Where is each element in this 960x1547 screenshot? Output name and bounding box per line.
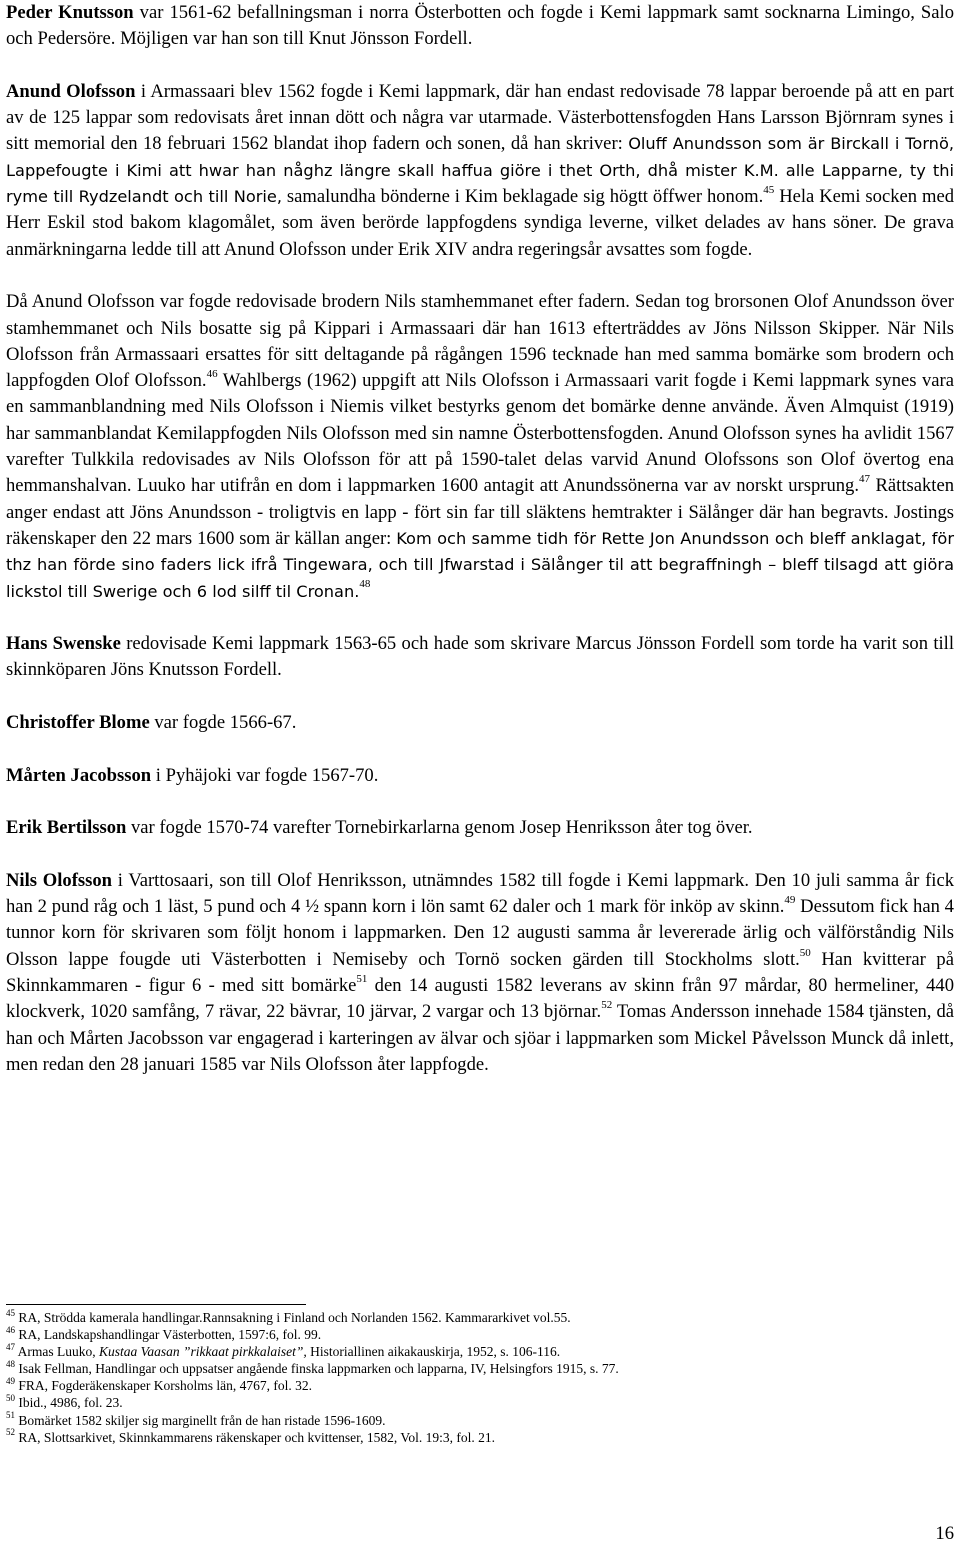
paragraph [6,79,954,263]
italic-title: Kustaa Vaasan ”rikkaat pirkkalaiset”, [99,1344,307,1360]
footnotes [6,1304,946,1446]
text-run: redovisade Kemi lappmark 1563-65 och hade som skrivare Marcus Jönsson Fordell som torde ha varit son till skinnköparen Jöns Knutsson Fordell. [6,633,954,681]
text-run: Isak Fellman, Handlingar och uppsatser angående finska lappmarken och lapparna, IV, Helsingfors 1915, s. 77. [18,1361,619,1377]
paragraph [6,710,954,736]
text-run: Wahlbergs (1962) uppgift att Nils Olofsson i Armassaari varit fogde i Kemi lappmark synes vara en sammanblandning med Nils Olofsson i Niemis vilket bestyrks genom det bomärke denne använde. Även Almquist (1919) har sammanblandat Kemilappfogden Nils Olofsson med sin namne Österbottensfogden. Anund Olofsson synes ha avlidit 1567 varefter Tulkkila redovisades av Nils Olofsson för att på 1590-talet delas varvid Anund Olofssons son Olof övertog ena hemmanshalvan. Luuko har utifrån en dom i lappmarken 1600 antagit att Anundssönerna var av norskt ursprung. [6,370,955,497]
paragraph [6,289,954,605]
text-run: Bomärket 1582 skiljer sig marginellt från de han ristade 1596-1609. [18,1412,386,1428]
text-run: var 1561-62 befallningsman i norra Österbotten och fogde i Kemi lappmark samt socknarna Limingo, Salo och Pedersöre. Möjligen var han son till Knut Jönsson Fordell. [6,2,954,50]
footnote-number: 50 [6,1392,15,1403]
footnote-number: 48 [6,1358,15,1369]
text-run: i Armassaari blev 1562 fogde i Kemi lappmark, där han endast redovisade 78 lappar beroende på att en part av de 125 lappar som redovisats året innan dött och några var utarmade. Västerbottensfogden Hans Larsson Björnram synes i sitt memorial den 18 februari 1562 blandat ihop fadern och sonen, då han skriver: [6,80,954,155]
text-run: RA, Strödda kamerala handlingar.Rannsakning i Finland och Norlanden 1562. Kammararkivet vol.55. [18,1310,571,1325]
footnote-number: 49 [6,1375,15,1386]
paragraph [6,631,954,684]
footnote-number: 47 [6,1341,15,1352]
footnote-ref: 49 [784,893,796,906]
footnote [6,1309,946,1326]
footnote [6,1343,946,1360]
footnote [6,1360,946,1377]
text-run: samalundha bönderne i Kim beklagade sig högtt öffwer honom. [282,186,764,208]
paragraph [6,815,954,841]
text-run: Tomas Andersson innehade 1584 tjänsten, då han och Mårten Jacobsson var engagerad i karteringen av älvar och sjöar i lappmarken som Mickel Påvelsson Munck då inlett, men redan den 28 januari 1585 var Nils Olofsson åter lappfogde. [6,1001,954,1075]
text-run: den 14 augusti 1582 leverans av skinn från 97 mårdar, 80 hermeliner, 440 klockverk, 1020 samfång, 7 rävar, 22 bävrar, 10 järvar, 2 vargar och 13 björnar. [6,974,954,1023]
body-text [6,0,954,1078]
text-run: FRA, Fogderäkenskaper Korsholms län, 4767, fol. 32. [18,1378,312,1394]
text-run: Armas Luuko, [17,1344,100,1360]
text-run: var fogde 1570-74 varefter Tornebirkarlarna genom Josep Henriksson åter tog över. [126,817,753,839]
footnote-ref: 45 [763,183,775,196]
text-run: Dessutom fick han 4 tunnor korn för skrivaren som följt honom i lappmarken. Den 12 augusti samma år levererade ärlig och välförståndig Nils Olsson lappe fougde uti Västerbotten i Nemiseby och Tornö socken gärden till Stockholms slott. [6,896,954,970]
text-run: Han kvitterar på Skinnkammaren - figur 6 - med sitt bomärke [6,948,954,996]
person-name: Hans Swenske [6,633,121,655]
footnote-ref: 50 [799,946,811,959]
text-run: Då Anund Olofsson var fogde redovisade brodern Nils stamhemmanet efter fadern. Sedan tog brorsonen Olof Anundsson över stamhemmanet och Nils bosatte sig på Kippari i Armassaari där han 1613 efterträddes av Jöns Nilsson Skipper. När Nils Olofsson från Armassaari ersattes för sitt deltagande på rågången 1596 tecknade han med samma bomärke som brodern och lappfogden Olof Olofsson. [6,291,954,392]
footnote-number: 52 [6,1427,15,1438]
footnote-number: 45 [6,1307,15,1318]
footnote-list [6,1309,946,1446]
text-run: RA, Landskapshandlingar Västerbotten, 1597:6, fol. 99. [18,1327,322,1343]
footnote-divider [6,1304,306,1305]
footnote-ref: 52 [601,999,613,1012]
footnote-number: 51 [6,1410,15,1421]
footnote-ref: 48 [359,578,371,591]
footnote-ref: 51 [356,972,368,985]
footnote-ref: 47 [859,473,870,486]
footnote [6,1377,946,1394]
page-number: 16 [935,1523,954,1544]
text-run: var fogde 1566-67. [149,712,297,734]
footnote [6,1394,946,1411]
person-name: Christoffer Blome [6,712,150,734]
text-run: i Pyhäjoki var fogde 1567-70. [151,764,379,786]
quoted-source-text: Oluff Anundsson som är Birckall i Tornö, Lappefougte i Kimi att hwar han någhz längre skall haffua giöre i thet Orth, dhå mister K.M. alle Lapparne, ty thi ryme till Rydzelandt och till Norie, [6,134,954,207]
footnote [6,1326,946,1343]
person-name: Mårten Jacobsson [6,764,152,786]
text-run: i Varttosaari, son till Olof Henriksson, utnämndes 1582 till fogde i Kemi lappmark. Den 10 juli samma år fick han 2 pund råg och 1 läst, 5 pund och 4 ½ spann korn i lön samt 62 daler och 1 mark för inköp av skinn. [6,869,955,918]
quoted-source-text: Kom och samme tidh för Rette Jon Anundsson och bleff anklagat, för thz han förde sino faders lick ifrå Tingewara, och till Jfwarstad i Sälånger til att begraffningh – bleff tilsagd att giöra lickstol till Swerige och 6 lod silff til Cronan. [6,528,954,601]
text-run: Historiallinen aikakauskirja, 1952, s. 106-116. [306,1344,561,1360]
text-run: RA, Slottsarkivet, Skinnkammarens räkenskaper och kvittenser, 1582, Vol. 19:3, fol. 21. [18,1429,496,1445]
person-name: Erik Bertilsson [6,817,127,839]
text-run: Rättsakten anger endast att Jöns Anundsson - troligtvis en lapp - fört sin far till släktens hemtrakter i Sälånger där han begravts. Jostings räkenskaper den 22 mars 1600 som är källan anger: [6,475,954,549]
person-name: Anund Olofsson [6,80,136,102]
paragraph [6,763,954,789]
paragraph [6,0,954,53]
person-name: Nils Olofsson [6,869,112,891]
text-run: Ibid., 4986, fol. 23. [18,1395,123,1411]
footnote [6,1412,946,1429]
text-run: Hela Kemi socken med Herr Eskil stod bakom klagomålet, som även berörde lappfogdens syndiga leverne, vilket delades av hans söner. De grava anmärkningarna ledde till att Anund Olofsson under Erik XIV andra regeringsår avsattes som fogde. [6,186,954,260]
footnote [6,1429,946,1446]
person-name: Peder Knutsson [6,2,134,23]
footnote-number: 46 [6,1324,15,1335]
footnote-ref: 46 [206,367,218,380]
paragraph [6,868,954,1078]
